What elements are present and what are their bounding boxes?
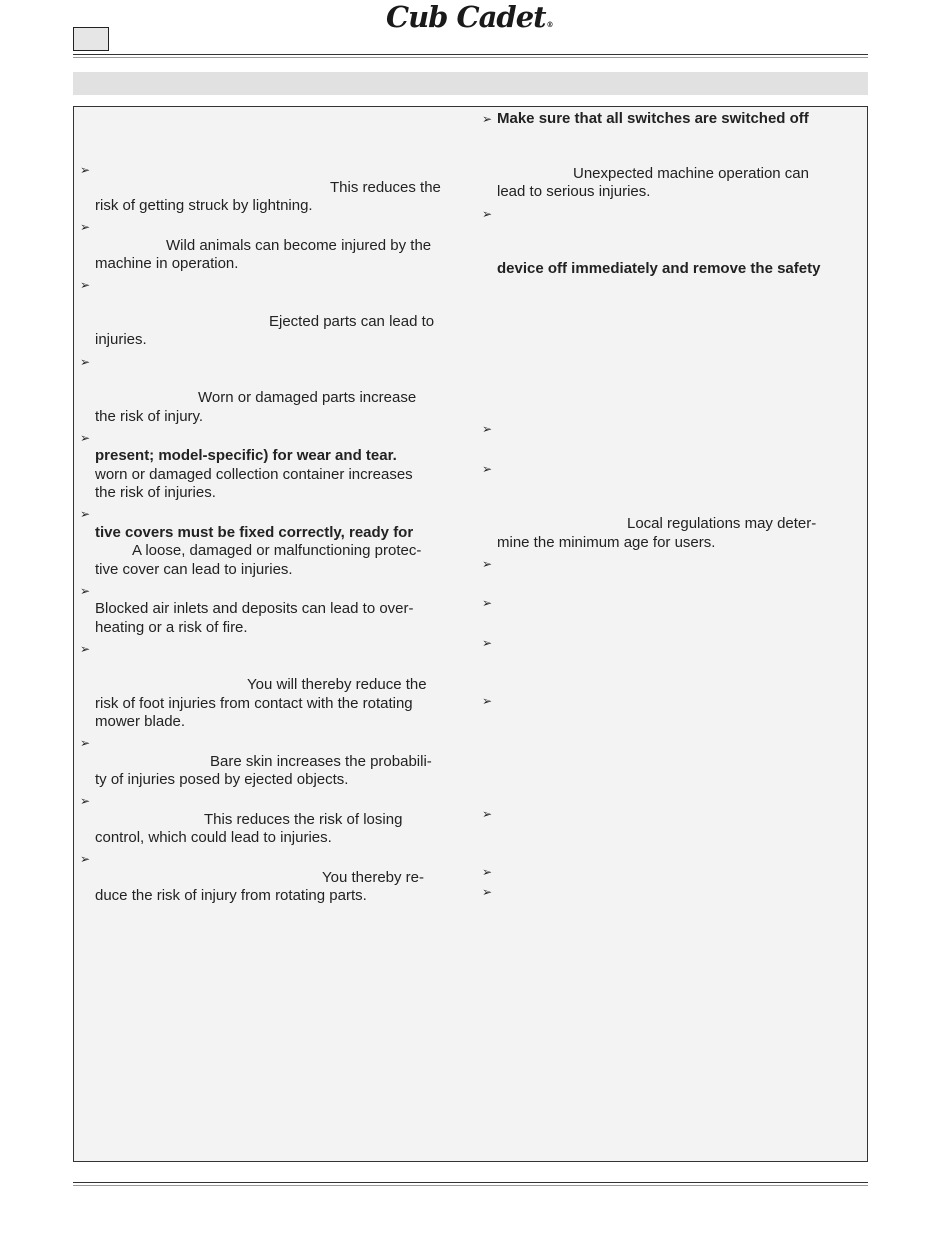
brand-registered-mark: ® [546, 20, 553, 29]
bullet-arrow-icon: ➢ [80, 642, 91, 656]
left-line: This reduces the [330, 179, 441, 196]
bullet-arrow-icon: ➢ [80, 163, 91, 177]
left-line: injuries. [95, 331, 147, 348]
header-rule [73, 54, 868, 55]
bullet-arrow-icon: ➢ [482, 422, 493, 436]
bullet-arrow-icon: ➢ [482, 694, 493, 708]
left-line: the risk of injury. [95, 408, 204, 425]
left-line: control, which could lead to injuries. [95, 829, 332, 846]
section-title-bar [73, 72, 868, 95]
bullet-arrow-icon: ➢ [80, 278, 91, 292]
bullet-arrow-icon: ➢ [482, 112, 493, 126]
right-line: mine the minimum age for users. [497, 534, 716, 551]
right-line: Local regulations may deter- [627, 515, 817, 532]
left-line: duce the risk of injury from rotating parts. [95, 887, 367, 904]
bullet-arrow-icon: ➢ [482, 207, 493, 221]
left-line-bold: present; model-specific) for wear and tear. [95, 447, 397, 464]
page-number-box [73, 27, 109, 51]
left-line: risk of foot injuries from contact with the rotating [95, 695, 413, 712]
left-line: Blocked air inlets and deposits can lead to over- [95, 600, 414, 617]
left-line: heating or a risk of fire. [95, 619, 248, 636]
left-line: Ejected parts can lead to [269, 313, 435, 330]
bullet-arrow-icon: ➢ [80, 355, 91, 369]
bullet-arrow-icon: ➢ [482, 885, 493, 899]
left-line: This reduces the risk of losing [204, 811, 403, 828]
left-line: You thereby re- [322, 869, 425, 886]
bullet-arrow-icon: ➢ [80, 220, 91, 234]
left-line: risk of getting struck by lightning. [95, 197, 313, 214]
bullet-arrow-icon: ➢ [80, 736, 91, 750]
footer-rule-secondary [73, 1185, 868, 1186]
right-line: lead to serious injuries. [497, 183, 651, 200]
left-line: tive cover can lead to injuries. [95, 561, 293, 578]
bullet-arrow-icon: ➢ [80, 584, 91, 598]
bullet-arrow-icon: ➢ [80, 852, 91, 866]
right-line-bold: Make sure that all switches are switched off [497, 110, 809, 127]
right-line: Unexpected machine operation can [573, 165, 809, 182]
left-line: ty of injuries posed by ejected objects. [95, 771, 349, 788]
left-line: A loose, damaged or malfunctioning protec- [132, 542, 422, 559]
bullet-arrow-icon: ➢ [482, 596, 493, 610]
brand-name: Cub Cadet [386, 0, 546, 34]
left-line: worn or damaged collection container increases [95, 466, 413, 483]
bullet-arrow-icon: ➢ [482, 865, 493, 879]
bullet-arrow-icon: ➢ [482, 462, 493, 476]
right-line-bold: device off immediately and remove the safety [497, 260, 821, 277]
left-line: Worn or damaged parts increase [198, 389, 417, 406]
bullet-arrow-icon: ➢ [482, 636, 493, 650]
left-line: Bare skin increases the probabili- [210, 753, 432, 770]
left-line: the risk of injuries. [95, 484, 216, 501]
left-line: Wild animals can become injured by the [166, 237, 432, 254]
left-line: machine in operation. [95, 255, 239, 272]
bullet-arrow-icon: ➢ [482, 807, 493, 821]
brand-logo [386, 0, 553, 34]
left-line: mower blade. [95, 713, 186, 730]
left-line: You will thereby reduce the [247, 676, 427, 693]
left-line-bold: tive covers must be fixed correctly, ready for [95, 524, 414, 541]
bullet-arrow-icon: ➢ [80, 431, 91, 445]
bullet-arrow-icon: ➢ [80, 794, 91, 808]
bullet-arrow-icon: ➢ [80, 507, 91, 521]
footer-rule [73, 1182, 868, 1183]
header-rule-secondary [73, 57, 868, 58]
bullet-arrow-icon: ➢ [482, 557, 493, 571]
